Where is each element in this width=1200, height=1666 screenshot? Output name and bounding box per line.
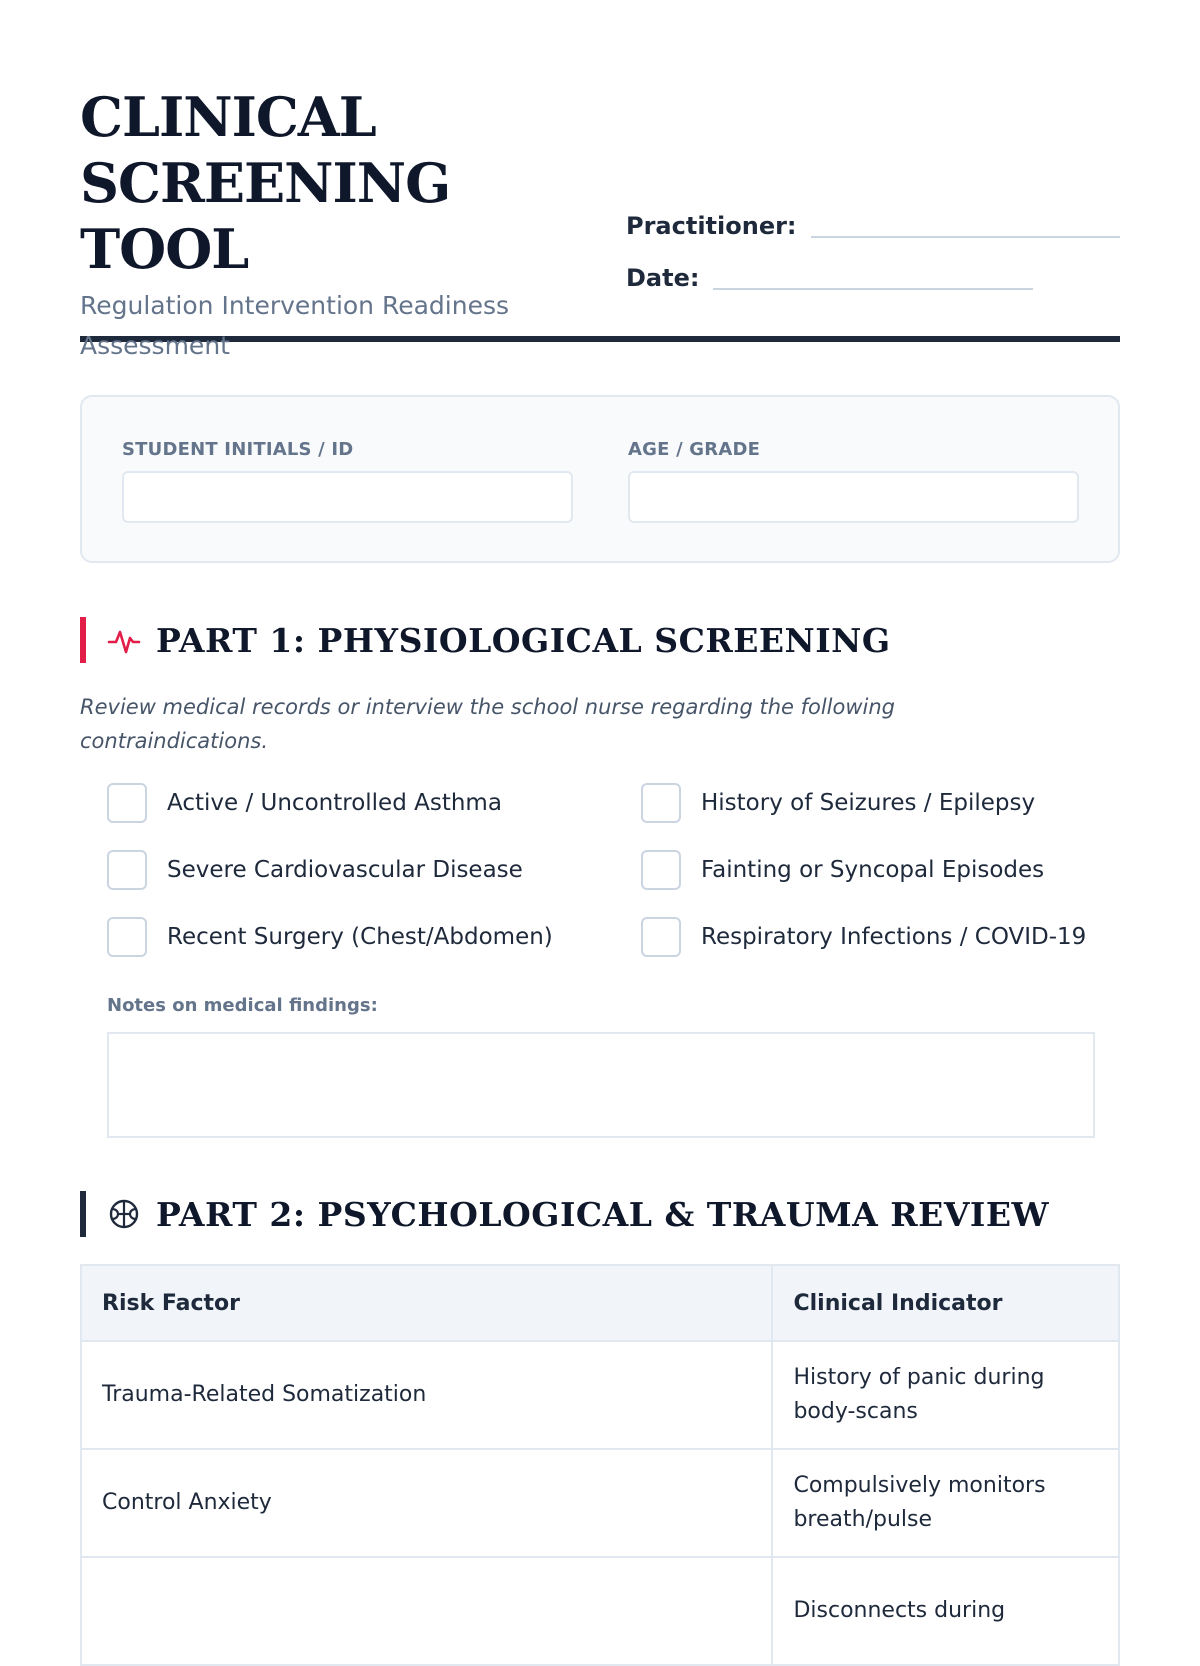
medical-notes-field[interactable] <box>107 1032 1095 1138</box>
checkbox[interactable] <box>107 850 147 890</box>
page-title <box>80 84 600 282</box>
column-header-clinical-indicator: Clinical Indicator <box>772 1265 1119 1341</box>
check-fainting[interactable] <box>641 849 1044 891</box>
part2-header <box>80 1191 1049 1237</box>
table-row <box>81 1557 1119 1665</box>
date-label: Date: <box>626 264 700 292</box>
check-seizures[interactable] <box>641 782 1035 824</box>
part1-header <box>80 617 891 663</box>
check-label: Recent Surgery (Chest/Abdomen) <box>167 924 553 950</box>
check-cardiovascular[interactable] <box>107 849 523 891</box>
check-label: History of Seizures / Epilepsy <box>701 790 1036 816</box>
table-row <box>81 1449 1119 1557</box>
pulse-icon <box>106 622 142 658</box>
brain-icon <box>106 1196 142 1232</box>
check-asthma[interactable] <box>107 782 502 824</box>
part1-instructions: Review medical records or interview the school nurse regarding the following contraindications. <box>80 695 896 753</box>
table-cell: Control Anxiety <box>81 1449 772 1557</box>
student-id-group <box>122 439 573 523</box>
form-header <box>80 0 1120 360</box>
student-info-box <box>80 395 1120 563</box>
check-label: Severe Cardiovascular Disease <box>167 857 523 883</box>
practitioner-row <box>626 202 1120 254</box>
check-surgery[interactable] <box>107 916 553 958</box>
check-label: Respiratory Infections / COVID-19 <box>701 924 1087 950</box>
page-subtitle: Regulation Intervention Readiness Assessment <box>80 291 510 360</box>
checkbox[interactable] <box>641 850 681 890</box>
part1-title: PART 1: PHYSIOLOGICAL SCREENING <box>156 620 891 660</box>
notes-label: Notes on medical findings: <box>107 995 378 1016</box>
student-id-label: STUDENT INITIALS / ID <box>122 439 354 460</box>
table-cell <box>81 1557 772 1665</box>
table-cell: Disconnects during <box>772 1557 1119 1665</box>
check-label: Active / Uncontrolled Asthma <box>167 790 502 816</box>
checkbox[interactable] <box>107 783 147 823</box>
title-line-1: CLINICAL <box>80 85 376 149</box>
title-line-2: SCREENING TOOL <box>80 151 451 281</box>
table-cell: History of panic during body-scans <box>772 1341 1119 1449</box>
practitioner-field[interactable] <box>811 236 1120 238</box>
table-header-row <box>81 1265 1119 1341</box>
date-field[interactable] <box>713 288 1033 290</box>
table-row <box>81 1341 1119 1449</box>
date-row <box>626 254 1120 306</box>
checkbox[interactable] <box>641 783 681 823</box>
risk-factor-table <box>80 1264 1120 1666</box>
age-grade-field[interactable] <box>628 471 1079 523</box>
column-header-risk-factor: Risk Factor <box>81 1265 772 1341</box>
table-cell: Compulsively monitors breath/pulse <box>772 1449 1119 1557</box>
meta-fields <box>626 202 1120 306</box>
check-label: Fainting or Syncopal Episodes <box>701 857 1045 883</box>
checkbox[interactable] <box>107 917 147 957</box>
title-block <box>80 84 600 366</box>
checkbox[interactable] <box>641 917 681 957</box>
table-cell: Trauma-Related Somatization <box>81 1341 772 1449</box>
practitioner-label: Practitioner: <box>626 212 797 240</box>
age-grade-label: AGE / GRADE <box>628 439 761 460</box>
student-id-field[interactable] <box>122 471 573 523</box>
part2-title: PART 2: PSYCHOLOGICAL & TRAUMA REVIEW <box>156 1194 1050 1234</box>
check-respiratory[interactable] <box>641 916 1086 958</box>
age-grade-group <box>628 439 1079 523</box>
